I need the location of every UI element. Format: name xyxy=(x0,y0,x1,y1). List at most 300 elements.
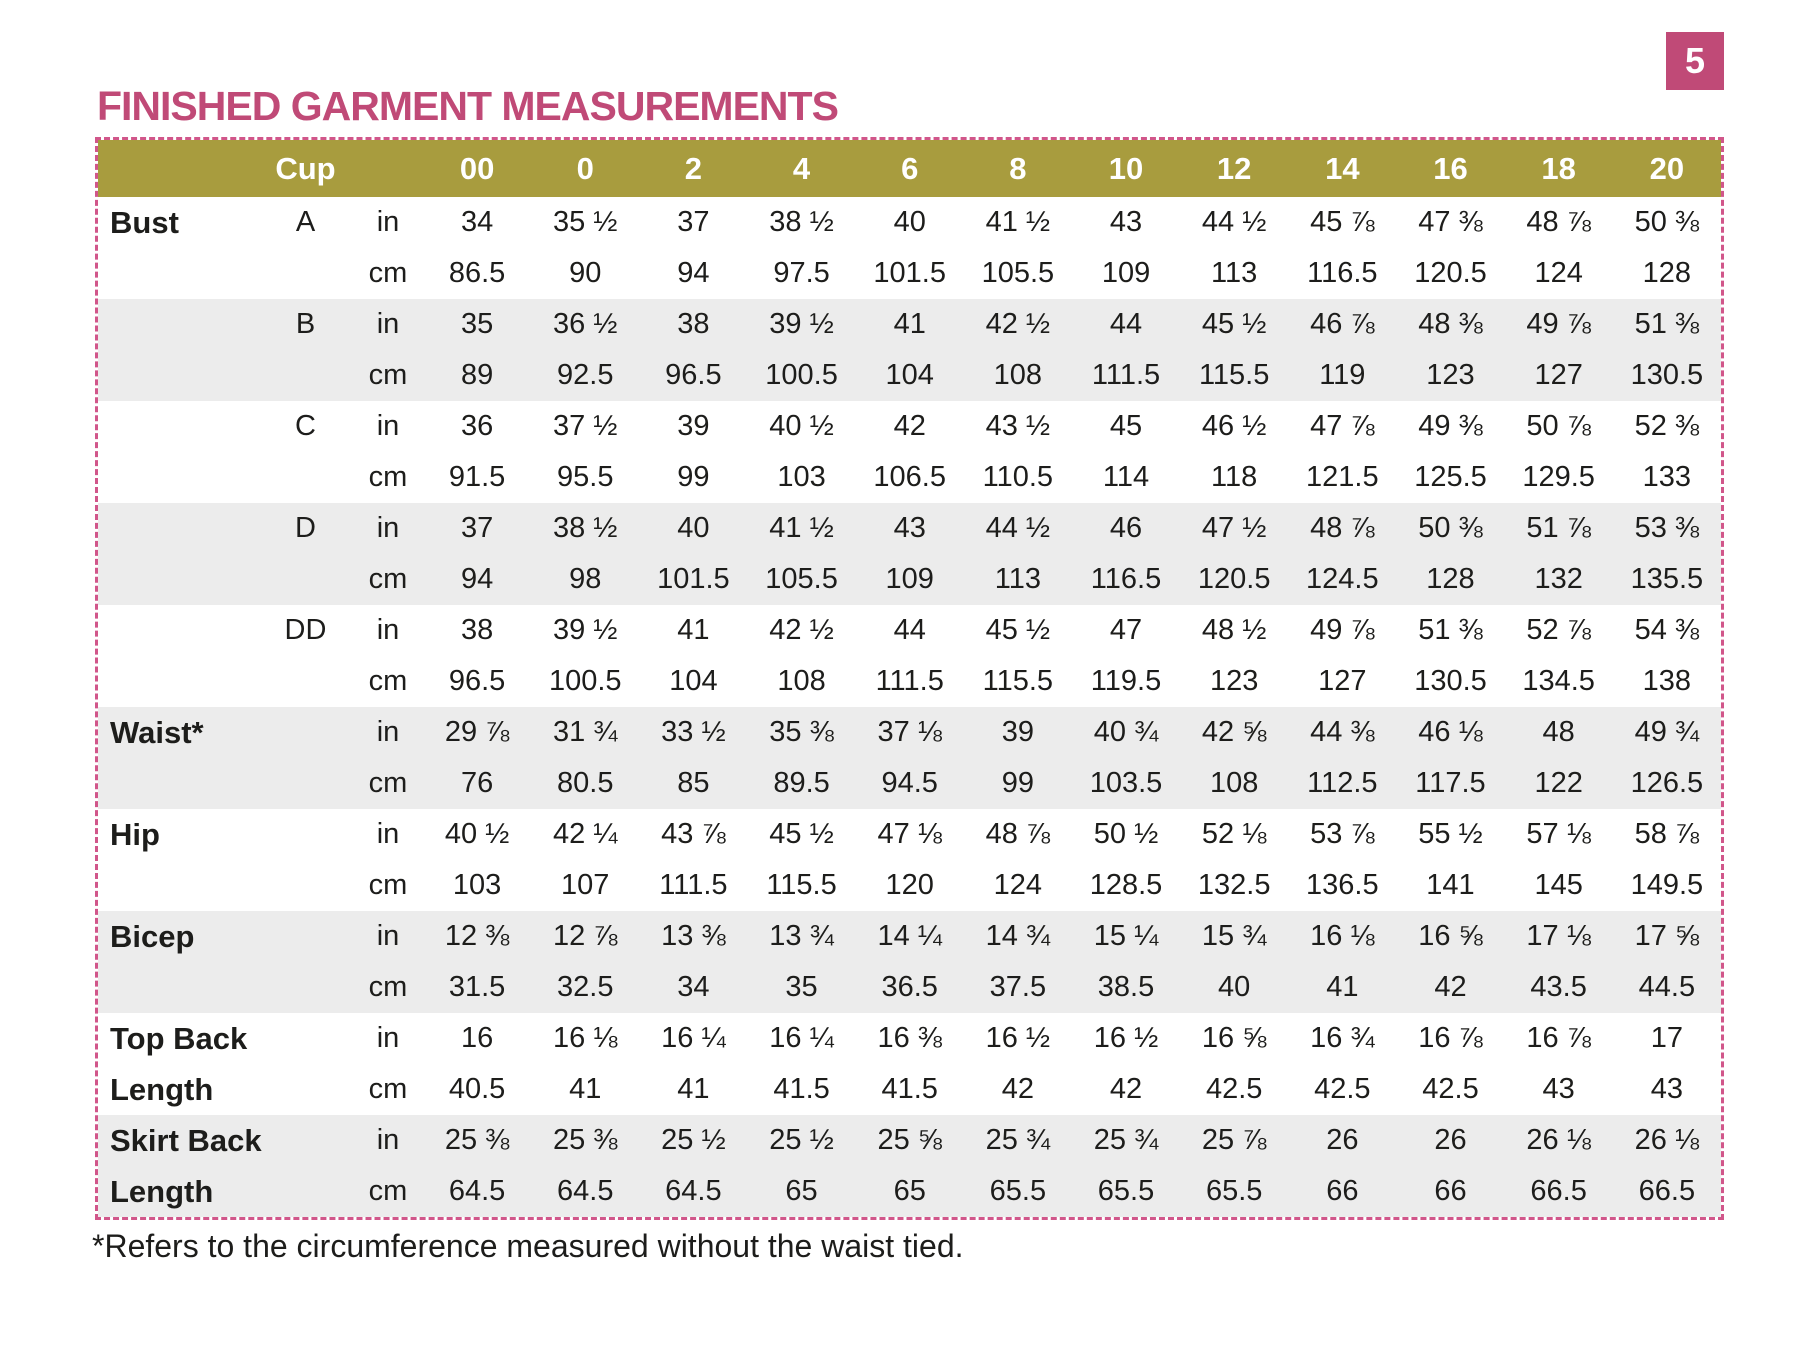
value-cell: 37 ⅛ xyxy=(856,707,964,758)
measurement-row xyxy=(98,962,1721,1013)
value-cell: 37 xyxy=(677,206,710,238)
value-cell: 66 xyxy=(1288,1166,1396,1217)
value-cell: 40.5 xyxy=(448,1073,506,1105)
value-cell: 104 xyxy=(856,350,964,401)
value-cell: 36.5 xyxy=(856,962,964,1013)
cup-letter xyxy=(258,758,353,809)
unit-label: cm xyxy=(353,758,423,809)
value-cell: 96.5 xyxy=(639,350,747,401)
unit-label: in xyxy=(376,206,400,238)
value-cell: 99 xyxy=(677,461,710,493)
value-cell: 48 ⅞ xyxy=(985,818,1051,850)
value-cell: 51 ⅜ xyxy=(1613,299,1721,350)
value-cell: 46 xyxy=(1072,503,1180,554)
value-cell: 94.5 xyxy=(856,758,964,809)
value-cell: 38.5 xyxy=(1072,962,1180,1013)
value-cell: 40 xyxy=(1180,962,1288,1013)
value-cell: 97.5 xyxy=(773,257,830,289)
value-cell: 35 ½ xyxy=(552,206,618,238)
row-label xyxy=(98,656,258,707)
value-cell: 128 xyxy=(1396,554,1504,605)
value-cell: 141 xyxy=(1426,869,1475,901)
value-cell: 37 xyxy=(423,503,531,554)
value-cell: 25 ¾ xyxy=(964,1115,1072,1166)
value-cell: 17 ⅝ xyxy=(1613,911,1721,962)
value-cell: 109 xyxy=(856,554,964,605)
value-cell: 13 ⅜ xyxy=(639,911,747,962)
value-cell: 80.5 xyxy=(531,758,639,809)
cup-letter xyxy=(258,350,353,401)
value-cell: 116.5 xyxy=(1307,257,1378,289)
value-cell: 108 xyxy=(777,665,826,697)
value-cell: 135.5 xyxy=(1613,554,1721,605)
value-cell: 40 ½ xyxy=(444,818,510,850)
value-cell: 95.5 xyxy=(557,461,614,493)
row-label xyxy=(98,350,258,401)
measurement-row xyxy=(98,1115,1721,1166)
value-cell: 44 xyxy=(893,614,926,646)
value-cell: 16 ⅝ xyxy=(1396,911,1504,962)
value-cell: 103 xyxy=(777,461,826,493)
value-cell: 65 xyxy=(856,1166,964,1217)
value-cell: 12 ⅜ xyxy=(423,911,531,962)
value-cell: 43 ½ xyxy=(985,410,1051,442)
value-cell: 16 ½ xyxy=(985,1022,1051,1054)
value-cell: 115.5 xyxy=(982,665,1054,697)
value-cell: 89 xyxy=(423,350,531,401)
value-cell: 41 xyxy=(856,299,964,350)
unit-label: cm xyxy=(353,1166,423,1217)
value-cell: 50 ⅜ xyxy=(1396,503,1504,554)
value-cell: 49 ⅞ xyxy=(1310,614,1375,646)
unit-label: in xyxy=(353,299,423,350)
value-cell: 50 ⅞ xyxy=(1526,410,1591,442)
unit-label: in xyxy=(376,1022,400,1054)
row-label: Hip xyxy=(110,816,160,852)
value-cell: 41 xyxy=(569,1073,602,1105)
cup-letter xyxy=(258,1013,353,1064)
cup-letter xyxy=(258,554,353,605)
value-cell: 85 xyxy=(639,758,747,809)
value-cell: 38 ½ xyxy=(531,503,639,554)
value-cell: 36 ½ xyxy=(531,299,639,350)
value-cell: 46 ⅞ xyxy=(1288,299,1396,350)
unit-label: cm xyxy=(368,869,408,901)
value-cell: 111.5 xyxy=(659,869,728,901)
row-label xyxy=(98,860,258,911)
measurement-row xyxy=(98,1166,1721,1217)
cup-letter: A xyxy=(295,206,316,238)
value-cell: 44 ½ xyxy=(1201,206,1267,238)
value-cell: 130.5 xyxy=(1414,665,1487,697)
value-cell: 35 ⅜ xyxy=(747,707,855,758)
value-cell: 129.5 xyxy=(1522,461,1595,493)
measurement-row xyxy=(98,248,1721,299)
value-cell: 65.5 xyxy=(964,1166,1072,1217)
value-cell: 125.5 xyxy=(1414,461,1487,493)
value-cell: 108 xyxy=(1180,758,1288,809)
value-cell: 40 xyxy=(639,503,747,554)
row-label: Top Back xyxy=(110,1020,248,1056)
value-cell: 134.5 xyxy=(1522,665,1595,697)
value-cell: 113 xyxy=(964,554,1072,605)
value-cell: 145 xyxy=(1534,869,1583,901)
value-cell: 40 xyxy=(893,206,926,238)
value-cell: 31 ¾ xyxy=(531,707,639,758)
value-cell: 47 ⅛ xyxy=(877,818,942,850)
value-cell: 103 xyxy=(452,869,502,901)
value-cell: 41 xyxy=(1288,962,1396,1013)
cup-letter xyxy=(258,452,353,503)
value-cell: 55 ½ xyxy=(1418,818,1483,850)
value-cell: 128 xyxy=(1642,257,1692,289)
unit-label: cm xyxy=(368,665,408,697)
size-column-header: 8 xyxy=(964,140,1072,197)
value-cell: 43.5 xyxy=(1505,962,1613,1013)
value-cell: 122 xyxy=(1505,758,1613,809)
value-cell: 66.5 xyxy=(1613,1166,1721,1217)
value-cell: 51 ⅜ xyxy=(1418,614,1483,646)
value-cell: 43 xyxy=(1109,206,1143,238)
value-cell: 111.5 xyxy=(875,665,944,697)
value-cell: 37.5 xyxy=(964,962,1072,1013)
value-cell: 105.5 xyxy=(747,554,855,605)
value-cell: 91.5 xyxy=(448,461,506,493)
value-cell: 53 ⅞ xyxy=(1310,818,1375,850)
value-cell: 26 ⅛ xyxy=(1613,1115,1721,1166)
value-cell: 16 ½ xyxy=(1093,1022,1159,1054)
value-cell: 120.5 xyxy=(1414,257,1487,289)
measurement-row xyxy=(98,452,1721,503)
row-label: Bicep xyxy=(98,911,258,962)
value-cell: 101.5 xyxy=(639,554,747,605)
value-cell: 118 xyxy=(1211,461,1258,493)
value-cell: 50 ⅜ xyxy=(1634,206,1700,238)
value-cell: 39 xyxy=(677,410,710,442)
value-cell: 104 xyxy=(669,665,718,697)
cup-letter xyxy=(258,656,353,707)
value-cell: 35 xyxy=(423,299,531,350)
row-label xyxy=(98,299,258,350)
value-cell: 26 xyxy=(1288,1115,1396,1166)
value-cell: 66 xyxy=(1396,1166,1504,1217)
value-cell: 41 ½ xyxy=(985,206,1051,238)
value-cell: 100.5 xyxy=(747,350,855,401)
cup-letter: C xyxy=(295,410,316,442)
unit-label: cm xyxy=(368,461,408,493)
table-header-row xyxy=(98,140,1721,197)
value-cell: 16 ⅛ xyxy=(1288,911,1396,962)
value-cell: 16 ⅝ xyxy=(1201,1022,1267,1054)
value-cell: 32.5 xyxy=(531,962,639,1013)
measurement-row xyxy=(98,809,1721,860)
value-cell: 45 ½ xyxy=(985,614,1051,646)
value-cell: 127 xyxy=(1505,350,1613,401)
value-cell: 16 ⅞ xyxy=(1418,1022,1483,1054)
cup-letter xyxy=(258,248,353,299)
value-cell: 17 ⅛ xyxy=(1505,911,1613,962)
value-cell: 25 ⅜ xyxy=(423,1115,531,1166)
value-cell: 15 ¼ xyxy=(1072,911,1180,962)
measurement-row xyxy=(98,1064,1721,1115)
value-cell: 48 ⅜ xyxy=(1396,299,1504,350)
value-cell: 52 ⅜ xyxy=(1634,410,1700,442)
value-cell: 45 ½ xyxy=(1180,299,1288,350)
value-cell: 138 xyxy=(1642,665,1692,697)
value-cell: 16 ⅜ xyxy=(877,1022,942,1054)
value-cell: 115.5 xyxy=(1180,350,1288,401)
value-cell: 39 ½ xyxy=(552,614,618,646)
row-label xyxy=(98,452,258,503)
value-cell: 39 xyxy=(964,707,1072,758)
value-cell: 15 ¾ xyxy=(1180,911,1288,962)
measurement-row xyxy=(98,299,1721,350)
measurements-table xyxy=(95,137,1724,1220)
size-column-header: 2 xyxy=(639,140,747,197)
unit-label: in xyxy=(376,410,400,442)
row-label: Bust xyxy=(110,204,179,240)
unit-label: in xyxy=(376,614,400,646)
value-cell: 38 xyxy=(460,614,494,646)
label-column-header xyxy=(98,140,258,197)
measurement-row xyxy=(98,350,1721,401)
value-cell: 43 xyxy=(1650,1073,1683,1105)
value-cell: 64.5 xyxy=(531,1166,639,1217)
value-cell: 16 ¼ xyxy=(661,1022,726,1054)
value-cell: 127 xyxy=(1318,665,1367,697)
value-cell: 76 xyxy=(423,758,531,809)
value-cell: 25 ⅞ xyxy=(1180,1115,1288,1166)
value-cell: 25 ¾ xyxy=(1072,1115,1180,1166)
value-cell: 49 ¾ xyxy=(1613,707,1721,758)
value-cell: 49 ⅜ xyxy=(1418,410,1483,442)
value-cell: 94 xyxy=(677,257,710,289)
value-cell: 119.5 xyxy=(1090,665,1162,697)
value-cell: 51 ⅞ xyxy=(1505,503,1613,554)
value-cell: 113 xyxy=(1211,257,1258,289)
value-cell: 29 ⅞ xyxy=(423,707,531,758)
cup-letter xyxy=(258,962,353,1013)
value-cell: 53 ⅜ xyxy=(1613,503,1721,554)
value-cell: 45 ⅞ xyxy=(1310,206,1375,238)
value-cell: 57 ⅛ xyxy=(1526,818,1591,850)
value-cell: 124 xyxy=(993,869,1043,901)
measurement-row xyxy=(98,1013,1721,1064)
value-cell: 40 ½ xyxy=(769,410,834,442)
value-cell: 42 ½ xyxy=(769,614,834,646)
value-cell: 65.5 xyxy=(1072,1166,1180,1217)
value-cell: 42.5 xyxy=(1205,1073,1263,1105)
value-cell: 16 ¾ xyxy=(1310,1022,1375,1054)
value-cell: 48 ½ xyxy=(1201,614,1267,646)
value-cell: 25 ½ xyxy=(639,1115,747,1166)
value-cell: 48 ⅞ xyxy=(1526,206,1591,238)
value-cell: 132 xyxy=(1505,554,1613,605)
size-column-header: 4 xyxy=(747,140,855,197)
size-column-header: 12 xyxy=(1180,140,1288,197)
value-cell: 112.5 xyxy=(1288,758,1396,809)
value-cell: 43 xyxy=(1542,1073,1575,1105)
size-column-header: 6 xyxy=(856,140,964,197)
value-cell: 109 xyxy=(1101,257,1151,289)
value-cell: 42 xyxy=(1109,1073,1143,1105)
finished-garment-measurements-table xyxy=(98,140,1721,1217)
row-label xyxy=(98,962,258,1013)
value-cell: 50 ½ xyxy=(1093,818,1159,850)
value-cell: 42 ¼ xyxy=(552,818,618,850)
value-cell: 58 ⅞ xyxy=(1634,818,1700,850)
value-cell: 47 ⅞ xyxy=(1310,410,1375,442)
value-cell: 121.5 xyxy=(1306,461,1379,493)
unit-label: in xyxy=(353,911,423,962)
cup-letter xyxy=(258,1115,353,1166)
cup-letter: D xyxy=(258,503,353,554)
value-cell: 37 ½ xyxy=(552,410,618,442)
value-cell: 136.5 xyxy=(1306,869,1379,901)
value-cell: 52 ⅞ xyxy=(1526,614,1591,646)
value-cell: 46 ⅛ xyxy=(1396,707,1504,758)
value-cell: 64.5 xyxy=(423,1166,531,1217)
value-cell: 42.5 xyxy=(1422,1073,1479,1105)
value-cell: 103.5 xyxy=(1072,758,1180,809)
size-column-header: 10 xyxy=(1072,140,1180,197)
unit-label: in xyxy=(353,1115,423,1166)
unit-label: cm xyxy=(353,350,423,401)
value-cell: 42 xyxy=(893,410,926,442)
value-cell: 110.5 xyxy=(982,461,1054,493)
row-label xyxy=(98,401,258,452)
value-cell: 124 xyxy=(1534,257,1583,289)
value-cell: 105.5 xyxy=(981,257,1055,289)
value-cell: 16 ¼ xyxy=(769,1022,834,1054)
value-cell: 120.5 xyxy=(1180,554,1288,605)
value-cell: 128.5 xyxy=(1089,869,1163,901)
unit-label: in xyxy=(376,818,400,850)
value-cell: 39 ½ xyxy=(747,299,855,350)
value-cell: 49 ⅞ xyxy=(1505,299,1613,350)
measurement-row xyxy=(98,197,1721,248)
unit-column-header xyxy=(353,140,423,197)
value-cell: 65 xyxy=(747,1166,855,1217)
row-label: Length xyxy=(98,1166,258,1217)
value-cell: 17 xyxy=(1650,1022,1683,1054)
value-cell: 40 ¾ xyxy=(1072,707,1180,758)
measurement-row xyxy=(98,860,1721,911)
value-cell: 42 xyxy=(1396,962,1504,1013)
value-cell: 47 ½ xyxy=(1180,503,1288,554)
row-label xyxy=(98,758,258,809)
value-cell: 48 ⅞ xyxy=(1288,503,1396,554)
value-cell: 34 xyxy=(639,962,747,1013)
cup-letter xyxy=(258,1166,353,1217)
footnote: *Refers to the circumference measured without the waist tied. xyxy=(92,1228,964,1264)
value-cell: 33 ½ xyxy=(639,707,747,758)
value-cell: 96.5 xyxy=(448,665,506,697)
value-cell: 25 ½ xyxy=(747,1115,855,1166)
value-cell: 117.5 xyxy=(1396,758,1504,809)
value-cell: 124.5 xyxy=(1288,554,1396,605)
page-title: FINISHED GARMENT MEASUREMENTS xyxy=(97,83,838,129)
cup-letter: DD xyxy=(284,614,327,646)
value-cell: 26 xyxy=(1396,1115,1504,1166)
value-cell: 45 xyxy=(1109,410,1143,442)
value-cell: 14 ¾ xyxy=(964,911,1072,962)
cup-letter xyxy=(258,911,353,962)
value-cell: 38 xyxy=(639,299,747,350)
value-cell: 90 xyxy=(569,257,602,289)
value-cell: 123 xyxy=(1209,665,1259,697)
value-cell: 119 xyxy=(1288,350,1396,401)
value-cell: 116.5 xyxy=(1072,554,1180,605)
value-cell: 123 xyxy=(1396,350,1504,401)
value-cell: 43 xyxy=(856,503,964,554)
size-column-header: 18 xyxy=(1505,140,1613,197)
value-cell: 42 ⅝ xyxy=(1180,707,1288,758)
value-cell: 46 ½ xyxy=(1201,410,1267,442)
value-cell: 13 ¾ xyxy=(747,911,855,962)
unit-label: cm xyxy=(368,1073,408,1105)
value-cell: 41 xyxy=(677,1073,710,1105)
value-cell: 44.5 xyxy=(1613,962,1721,1013)
row-label xyxy=(98,503,258,554)
cup-letter: B xyxy=(258,299,353,350)
value-cell: 35 xyxy=(747,962,855,1013)
size-column-header: 0 xyxy=(531,140,639,197)
cup-letter xyxy=(258,1064,353,1115)
value-cell: 44 xyxy=(1072,299,1180,350)
cup-letter xyxy=(258,707,353,758)
row-label xyxy=(98,554,258,605)
value-cell: 16 ⅞ xyxy=(1526,1022,1591,1054)
value-cell: 44 ⅜ xyxy=(1288,707,1396,758)
value-cell: 42.5 xyxy=(1314,1073,1371,1105)
measurement-row xyxy=(98,707,1721,758)
value-cell: 92.5 xyxy=(531,350,639,401)
value-cell: 41.5 xyxy=(881,1073,938,1105)
value-cell: 16 ⅛ xyxy=(552,1022,618,1054)
value-cell: 133 xyxy=(1642,461,1692,493)
size-column-header: 16 xyxy=(1396,140,1504,197)
value-cell: 130.5 xyxy=(1613,350,1721,401)
value-cell: 89.5 xyxy=(747,758,855,809)
value-cell: 106.5 xyxy=(873,461,946,493)
value-cell: 31.5 xyxy=(423,962,531,1013)
value-cell: 120 xyxy=(885,869,934,901)
value-cell: 98 xyxy=(531,554,639,605)
value-cell: 99 xyxy=(964,758,1072,809)
value-cell: 41 ½ xyxy=(747,503,855,554)
value-cell: 25 ⅝ xyxy=(856,1115,964,1166)
value-cell: 14 ¼ xyxy=(856,911,964,962)
value-cell: 38 ½ xyxy=(769,206,834,238)
row-label: Skirt Back xyxy=(98,1115,258,1166)
value-cell: 47 xyxy=(1109,614,1143,646)
value-cell: 94 xyxy=(423,554,531,605)
value-cell: 149.5 xyxy=(1630,869,1704,901)
unit-label: cm xyxy=(353,554,423,605)
measurement-row xyxy=(98,503,1721,554)
value-cell: 42 xyxy=(1001,1073,1034,1105)
cup-letter xyxy=(258,860,353,911)
value-cell: 126.5 xyxy=(1613,758,1721,809)
value-cell: 114 xyxy=(1102,461,1150,493)
size-column-header: 20 xyxy=(1613,140,1721,197)
value-cell: 100.5 xyxy=(548,665,622,697)
value-cell: 54 ⅜ xyxy=(1634,614,1700,646)
value-cell: 25 ⅜ xyxy=(531,1115,639,1166)
row-label xyxy=(98,605,258,656)
row-label: Length xyxy=(110,1071,214,1107)
